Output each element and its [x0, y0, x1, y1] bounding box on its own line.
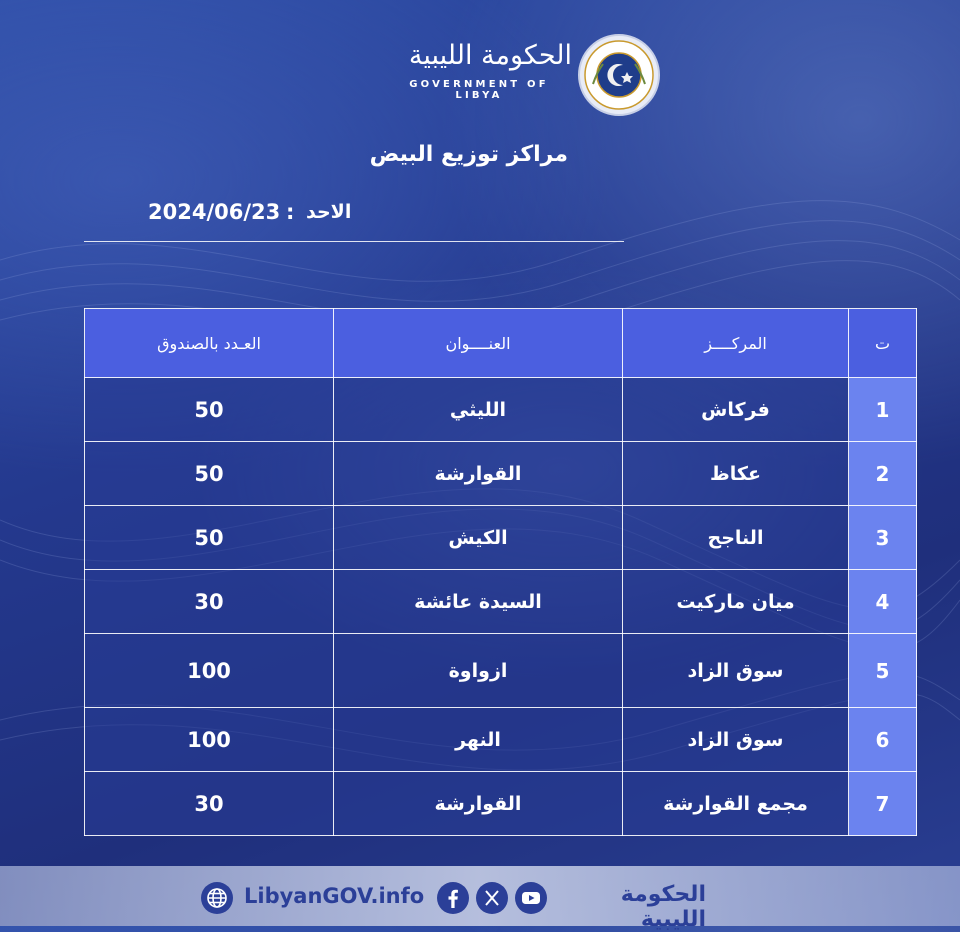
table-row: [85, 708, 917, 772]
center-address: ازواوة: [334, 634, 623, 708]
center-address: السيدة عائشة: [334, 570, 623, 634]
center-address: الكيش: [334, 506, 623, 570]
center-name: سوق الزاد: [623, 634, 849, 708]
distribution-table: [84, 308, 917, 836]
center-name: ميان ماركيت: [623, 570, 849, 634]
center-address: النهر: [334, 708, 623, 772]
table-row: [85, 634, 917, 708]
table-row: [85, 772, 917, 836]
facebook-icon[interactable]: [437, 882, 469, 914]
column-header-address: العنــــوان: [334, 309, 623, 378]
box-count: 50: [85, 506, 334, 570]
column-header-count: العـدد بالصندوق: [85, 309, 334, 378]
website-link[interactable]: LibyanGOV.info: [244, 884, 425, 908]
date-value: 2024/06/23: [148, 200, 281, 224]
table-row: [85, 378, 917, 442]
box-count: 30: [85, 772, 334, 836]
column-header-index: ت: [849, 309, 917, 378]
center-name: عكاظ: [623, 442, 849, 506]
center-address: الليثي: [334, 378, 623, 442]
table-row: [85, 506, 917, 570]
table-header-row: [85, 309, 917, 378]
day-name: الاحد: [306, 201, 352, 223]
row-index: 5: [849, 634, 917, 708]
brand-arabic: الحكومة الليبية: [408, 40, 572, 71]
x-icon[interactable]: [476, 882, 508, 914]
date-line: [140, 200, 350, 230]
center-name: الناجح: [623, 506, 849, 570]
box-count: 100: [85, 708, 334, 772]
center-address: القوارشة: [334, 442, 623, 506]
government-seal-logo: [578, 34, 660, 116]
row-index: 3: [849, 506, 917, 570]
brand-english: GOVERNMENT OF LIBYA: [409, 79, 549, 101]
column-header-center: المركــــز: [623, 309, 849, 378]
table-row: [85, 442, 917, 506]
center-name: فركاش: [623, 378, 849, 442]
row-index: 7: [849, 772, 917, 836]
box-count: 100: [85, 634, 334, 708]
center-name: مجمع القوارشة: [623, 772, 849, 836]
center-address: القوارشة: [334, 772, 623, 836]
box-count: 50: [85, 378, 334, 442]
footer-brand-arabic: الحكومة الليبية: [620, 882, 706, 932]
center-name: سوق الزاد: [623, 708, 849, 772]
box-count: 50: [85, 442, 334, 506]
row-index: 2: [849, 442, 917, 506]
table-row: [85, 570, 917, 634]
row-index: 1: [849, 378, 917, 442]
youtube-icon[interactable]: [515, 882, 547, 914]
row-index: 4: [849, 570, 917, 634]
globe-icon[interactable]: [201, 882, 233, 914]
row-index: 6: [849, 708, 917, 772]
date-separator: :: [286, 200, 295, 224]
divider: [84, 241, 624, 242]
box-count: 30: [85, 570, 334, 634]
page-title: مراكز توزيع البيض: [369, 142, 568, 167]
